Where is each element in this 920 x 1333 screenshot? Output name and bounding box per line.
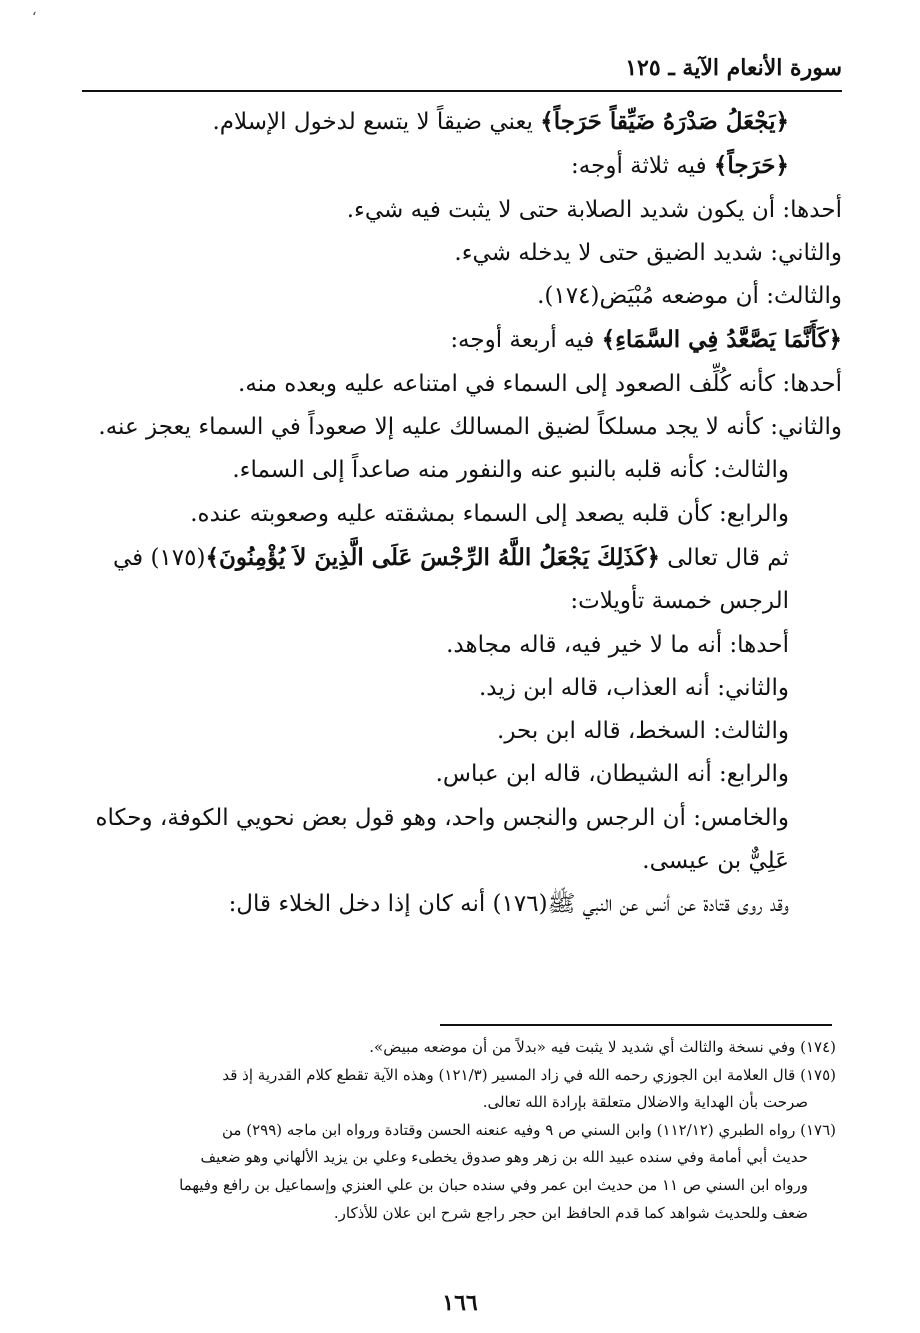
commentary-text: فيه ثلاثة أوجه: bbox=[571, 153, 714, 180]
paragraph-first-aspect-2: أحدها: كأنه كُلِّف الصعود إلى السماء في امتناعه عليه وبعده منه. bbox=[238, 370, 842, 397]
paragraph-first-aspect: أحدها: أن يكون شديد الصلابة حتى لا يثبت فيه شيء. bbox=[346, 196, 842, 223]
footnote-176-line-3: ورواه ابن السني ص ١١ من حديث ابن عمر وفي سنده حبان بن علي العنزي وإسماعيل بن رافع وفيهما bbox=[179, 1175, 808, 1194]
commentary-text: فيه أربعة أوجه: bbox=[450, 327, 602, 354]
paragraph-verse-3 bbox=[78, 536, 842, 624]
commentary-text: أنه كان إذا دخل الخلاء قال: bbox=[228, 891, 493, 918]
footnote-176-line-4: ضعف وللحديث شواهد كما قدم الحافظ ابن حجر راجع شرح ابن علان للأذكار. bbox=[333, 1203, 808, 1222]
commentary-text: في الرجس خمسة تأويلات: bbox=[112, 544, 789, 615]
paragraph-third-aspect bbox=[78, 275, 842, 318]
paragraph-hadith bbox=[78, 883, 842, 926]
paragraph-haraja bbox=[78, 144, 842, 188]
paragraph-verse-1 bbox=[78, 100, 842, 144]
footnote-176: (١٧٦) رواه الطبري (١١٢/١٢) وابن السني ص ٩ وفيه عنعنه الحسن وقتادة ورواه ابن ماجه (٢٩٩) من bbox=[222, 1120, 836, 1139]
footnote-175: (١٧٥) قال العلامة ابن الجوزي رحمه الله في زاد المسير (١٢١/٣) وهذه الآية تقطع كلام القدرية إذ قد bbox=[222, 1065, 836, 1084]
paragraph-second-interpretation: والثاني: أنه العذاب، قاله ابن زيد. bbox=[478, 674, 789, 701]
footnote-ref-174: (١٧٤) bbox=[544, 283, 600, 310]
corner-mark: ‘ bbox=[32, 10, 37, 26]
main-text bbox=[78, 100, 842, 927]
commentary-text: وقد روى قتادة عن أنس عن النبي ﷺ bbox=[547, 891, 789, 918]
verse-quote: ﴿كَأَنَّمَا يَصَّعَّدُ فِي السَّمَاءِ﴾ bbox=[601, 326, 842, 354]
verse-quote: ﴿كَذَلِكَ يَجْعَلُ اللَّهُ الرِّجْسَ عَلَى الَّذِينَ لاَ يُؤْمِنُونَ﴾ bbox=[205, 543, 660, 571]
paragraph-first-interpretation: أحدها: أنه ما لا خير فيه، قاله مجاهد. bbox=[446, 631, 789, 658]
page-number: ١٦٦ bbox=[442, 1290, 478, 1316]
footnote-176-line-2: حديث أبي أمامة وفي سنده عبيد الله بن زهر وهو صدوق يخطىء وعلي بن يزيد الألهاني وهو ضعيف bbox=[200, 1148, 808, 1167]
footnote-174: (١٧٤) وفي نسخة والثالث أي شديد لا يثبت فيه «بدلاً من أن موضعه مبيض». bbox=[369, 1038, 836, 1056]
paragraph-fourth-aspect-2: والرابع: كأن قلبه يصعد إلى السماء بمشقته عليه وصعوبته عنده. bbox=[190, 500, 789, 527]
paragraph-fifth-interpretation: والخامس: أن الرجس والنجس واحد، وهو قول بعض نحويي الكوفة، وحكاه عَلِيٌّ بن عيسى. bbox=[95, 804, 789, 875]
verse-quote: ﴿حَرَجاً﴾ bbox=[713, 152, 789, 180]
footnote-ref-176: (١٧٦) bbox=[492, 891, 548, 918]
paragraph-third-aspect-2: والثالث: كأنه قلبه بالنبو عنه والنفور منه صاعداً إلى السماء. bbox=[232, 457, 789, 484]
commentary-text: يعني ضيقاً لا يتسع لدخول الإسلام. bbox=[212, 109, 541, 135]
paragraph-verse-2 bbox=[78, 318, 842, 362]
commentary-text: ثم قال تعالى bbox=[659, 544, 789, 571]
commentary-text: والثالث: أن موضعه مُبْيَض bbox=[599, 283, 842, 310]
footnote-rule bbox=[440, 1024, 832, 1026]
period: . bbox=[537, 283, 545, 310]
paragraph-fourth-interpretation: والرابع: أنه الشيطان، قاله ابن عباس. bbox=[435, 761, 789, 788]
footnote-ref-175: (١٧٥) bbox=[150, 544, 206, 571]
paragraph-third-interpretation: والثالث: السخط، قاله ابن بحر. bbox=[497, 718, 789, 745]
paragraph-second-aspect-2: والثاني: كأنه لا يجد مسلكاً لضيق المسالك عليه إلا صعوداً في السماء يعجز عنه. bbox=[98, 414, 842, 441]
verse-quote: ﴿يَجْعَلُ صَدْرَهُ ضَيِّقاً حَرَجاً﴾ bbox=[540, 108, 789, 135]
running-header: سورة الأنعام الآية ـ ١٢٥ bbox=[625, 55, 842, 81]
footnotes bbox=[78, 1034, 836, 1227]
paragraph-second-aspect: والثاني: شديد الضيق حتى لا يدخله شيء. bbox=[454, 239, 842, 266]
header-rule bbox=[82, 90, 842, 92]
footnote-175-continued: صرحت بأن الهداية والاضلال متعلقة بإرادة الله تعالى. bbox=[482, 1093, 808, 1112]
